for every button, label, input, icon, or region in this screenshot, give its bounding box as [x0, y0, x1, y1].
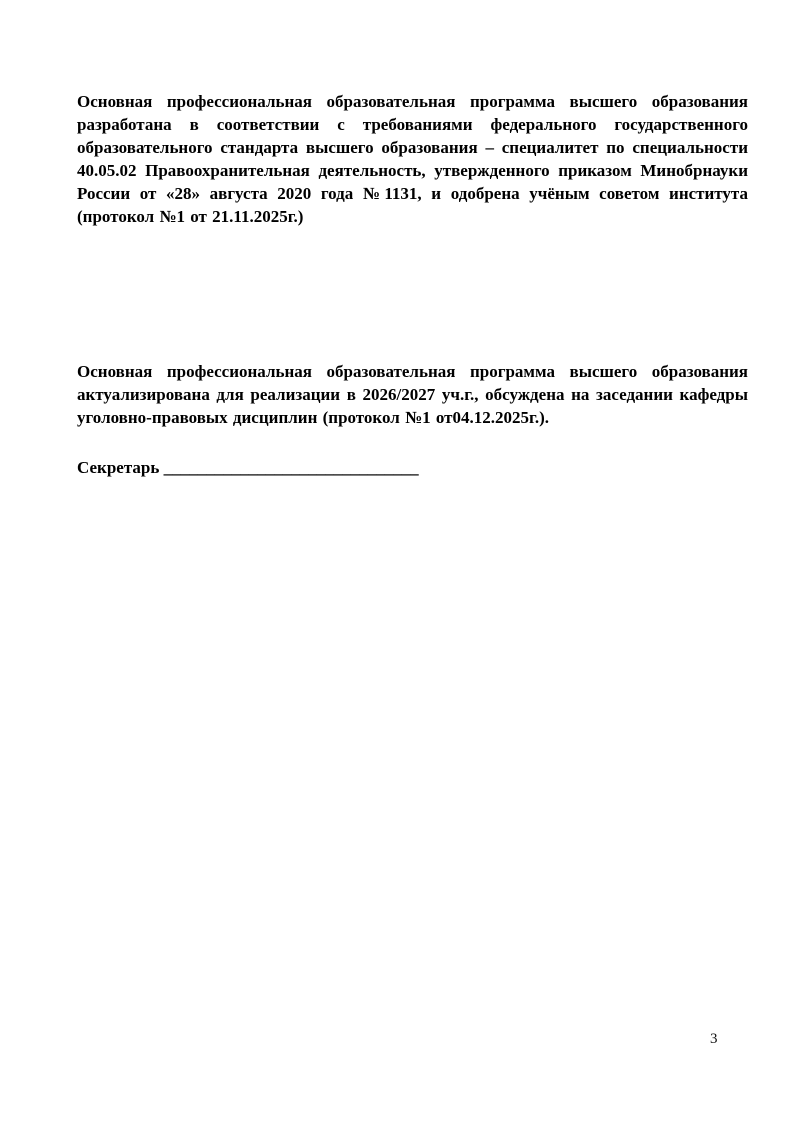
signature-line: ______________________________: [163, 458, 419, 477]
secretary-label: Секретарь: [77, 458, 164, 477]
paragraph-update: Основная профессиональная образовательная программа высшего образования актуализирована для реализации в 2026/2027 уч.г., обсуждена на заседании кафедры уголовно-правовых дисциплин (протокол №1 от04.12.2025г.).: [77, 362, 748, 427]
page-number: 3: [710, 1031, 718, 1047]
paragraph-approval: Основная профессиональная образовательная программа высшего образования разработана в соответствии с требованиями федерального государственного образовательного стандарта высшего образования – специалитет по специальности 40.05.02 Правоохранительная деятельность, утвержденного приказом Минобрнауки России от «28» августа 2020 года №1131, и одобрена учёным советом института (протокол №1 от 21.11.2025г.): [77, 92, 748, 226]
secretary-signature-row: [77, 456, 748, 479]
